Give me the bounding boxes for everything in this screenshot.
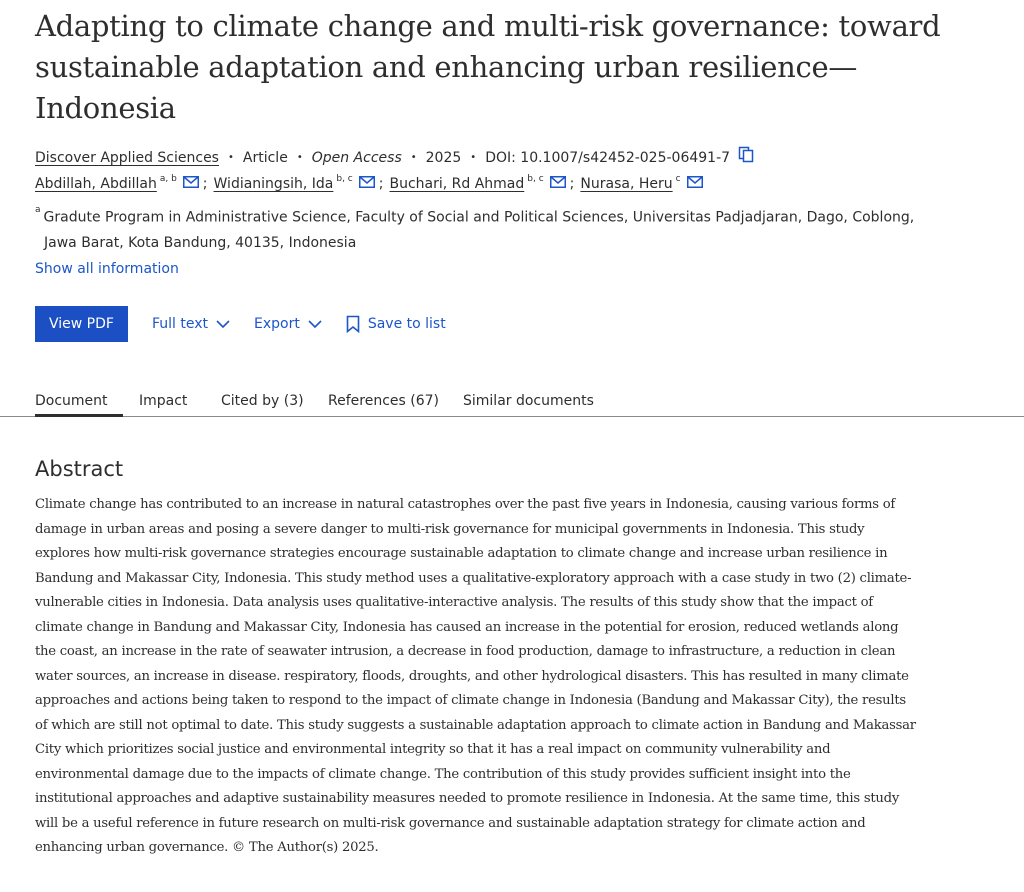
article-type: Article (242, 149, 288, 166)
author-affiliation-marker: c (675, 174, 681, 184)
abstract-text: Climate change has contributed to an increase in natural catastrophes over the past five years in Indonesia, causing various forms of damage in urban areas and posing a severe danger to multi-risk governance for municipal governments in Indonesia. This study explores how multi-risk governance strategies encourage sustainable adaptation to climate change and increase urban resilience in Bandung and Makassar City, Indonesia. This study method uses a qualitative-exploratory approach with a case study in two (2) climate-vulnerable cities in Indonesia. Data analysis uses qualitative-interactive analysis. The results of this study show that the impact of climate change in Bandung and Makassar City, Indonesia has caused an increase in the potential for erosion, reduced wetlands along the coast, an increase in the rate of seawater intrusion, a decrease in food production, damage to infrastructure, a reduction in clean water sources, an increase in disease. respiratory, floods, droughts, and other hydrological disasters. This has resulted in many climate approaches and actions being taken to respond to the impact of climate change in Indonesia (Bandung and Makassar City), the results of which are still not optimal to date. This study suggests a sustainable adaptation approach to climate action in Bandung and Makassar City which prioritizes social justice and environmental integrity so that it has a real impact on community vulnerability and environmental damage due to the impacts of climate change. The contribution of this study provides sufficient insight into the institutional approaches and adaptive sustainability measures needed to promote resilience in Indonesia. At the same time, this study will be a useful reference in future research on multi-risk governance and sustainable adaptation strategy for climate action and enhancing urban governance. © The Author(s) 2025. (35, 497, 916, 855)
full-text-label: Full text (151, 316, 208, 332)
publication-year: 2025 (425, 149, 462, 166)
journal-link[interactable]: Discover Applied Sciences (35, 149, 219, 166)
author-item (389, 174, 565, 194)
tab-references[interactable]: References (67) (328, 393, 439, 409)
affiliation (35, 202, 935, 256)
author-separator: ; (569, 176, 575, 192)
affiliation-line-2: Jawa Barat, Kota Bandung, 40135, Indonesia (44, 234, 357, 251)
bookmark-icon (346, 315, 360, 333)
tab-document[interactable]: Document (35, 389, 123, 417)
author-item (580, 174, 702, 194)
article-meta (35, 146, 995, 169)
save-to-list-label: Save to list (367, 316, 446, 332)
author-name[interactable]: Buchari, Rd Ahmad (389, 176, 525, 192)
export-dropdown[interactable] (254, 316, 322, 332)
tab-similar-documents[interactable]: Similar documents (463, 393, 594, 409)
tab-cited-by[interactable]: Cited by (3) (221, 393, 304, 409)
meta-separator: • (296, 151, 303, 163)
action-bar (35, 306, 446, 342)
author-name[interactable]: Nurasa, Heru (580, 176, 673, 192)
show-all-information-link[interactable]: Show all information (35, 261, 179, 277)
chevron-down-icon (308, 320, 322, 328)
view-pdf-button[interactable]: View PDF (35, 306, 128, 342)
mail-icon[interactable] (550, 174, 566, 194)
meta-separator: • (470, 151, 477, 163)
mail-icon[interactable] (687, 174, 703, 194)
document-tabs (0, 389, 1024, 417)
author-name[interactable]: Widianingsih, Ida (213, 176, 334, 192)
author-separator: ; (202, 176, 208, 192)
save-to-list-button[interactable] (346, 315, 446, 333)
author-affiliation-marker: b, c (527, 174, 544, 184)
author-item (214, 174, 375, 194)
mail-icon[interactable] (359, 174, 375, 194)
mail-icon[interactable] (183, 174, 199, 194)
export-label: Export (253, 316, 300, 332)
open-access-label: Open Access (311, 149, 402, 166)
affiliation-line-1: Gradute Program in Administrative Science, Faculty of Social and Political Sciences, Universitas Padjadjaran, Dago, Coblong, (43, 209, 915, 226)
author-separator: ; (378, 176, 384, 192)
affiliation-marker: a (35, 205, 41, 215)
full-text-dropdown[interactable] (152, 316, 230, 332)
abstract-heading: Abstract (35, 457, 124, 481)
author-item (35, 174, 199, 194)
tab-impact[interactable]: Impact (139, 393, 188, 409)
author-list (35, 174, 995, 194)
author-affiliation-marker: a, b (159, 174, 177, 184)
doi-text: DOI: 10.1007/s42452-025-06491-7 (485, 149, 731, 166)
meta-separator: • (227, 151, 234, 163)
author-name[interactable]: Abdillah, Abdillah (35, 176, 157, 192)
meta-separator: • (410, 151, 417, 163)
author-affiliation-marker: b, c (336, 174, 353, 184)
article-title: Adapting to climate change and multi-risk governance: toward sustainable adaptation and enhancing urban resilience—Indonesia (35, 9, 941, 125)
copy-icon[interactable] (738, 146, 754, 169)
chevron-down-icon (216, 320, 230, 328)
